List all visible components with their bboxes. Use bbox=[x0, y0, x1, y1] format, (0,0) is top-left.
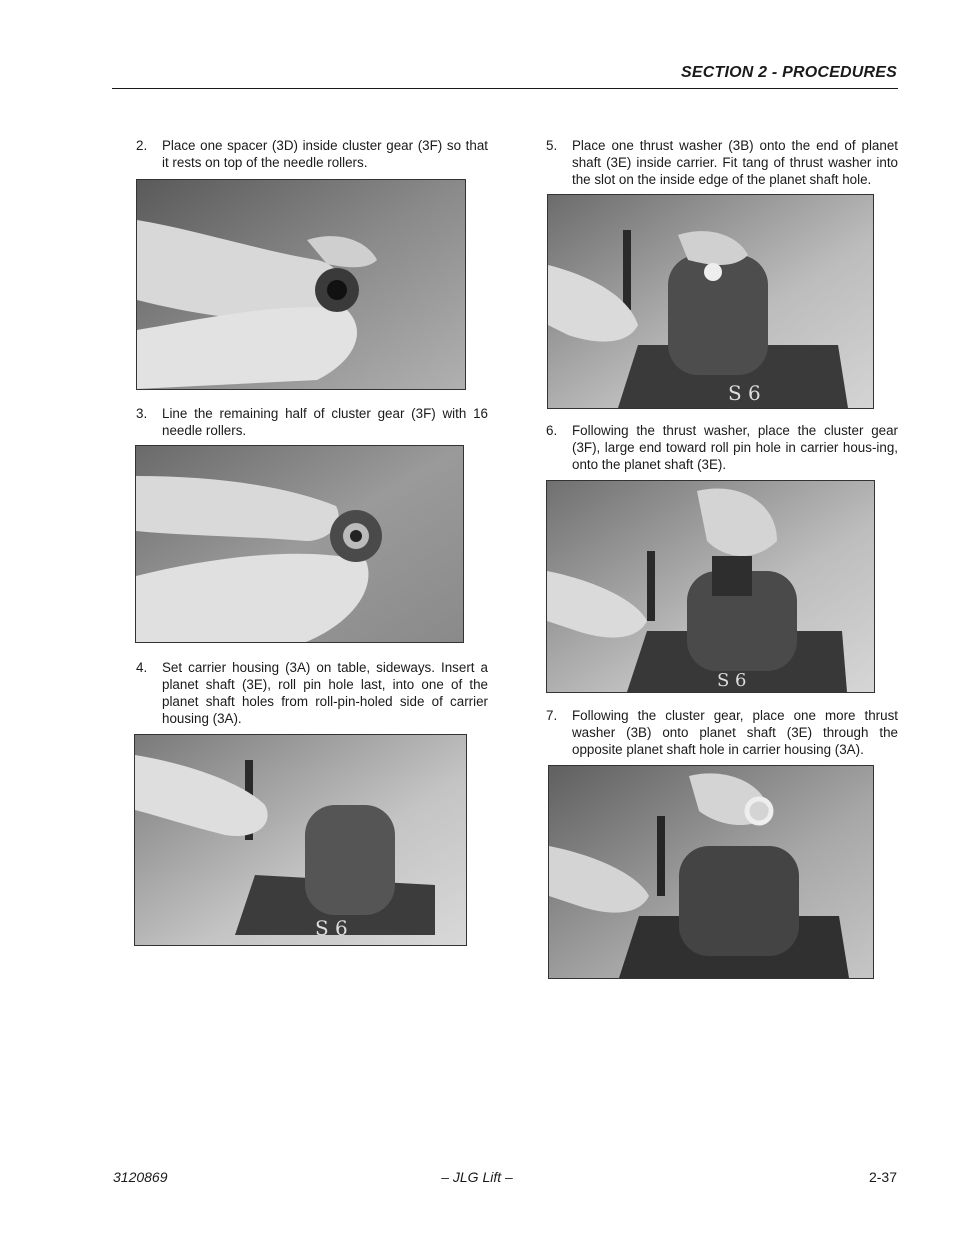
svg-text:S 6: S 6 bbox=[717, 670, 747, 691]
photo-spacer-in-cluster-gear bbox=[136, 179, 466, 390]
step-text: Following the cluster gear, place one more thrust washer (3B) onto planet shaft (3E) through the opposite planet shaft hole in carrier housing (3A). bbox=[572, 708, 898, 757]
svg-text:S 6: S 6 bbox=[728, 381, 761, 405]
step-text: Place one thrust washer (3B) onto the end of planet shaft (3E) inside carrier. Fit tang of thrust washer into the slot on the inside edge of the planet shaft hole. bbox=[572, 138, 898, 187]
step-text: Line the remaining half of cluster gear (3F) with 16 needle rollers. bbox=[162, 406, 488, 438]
svg-text:S 6: S 6 bbox=[315, 916, 348, 940]
step-number: 6. bbox=[546, 423, 558, 438]
step-2 bbox=[136, 137, 488, 173]
step-number: 3. bbox=[136, 406, 148, 421]
footer-brand: – JLG Lift – bbox=[441, 1169, 513, 1185]
photo-carrier-housing-planet-shaft bbox=[134, 734, 467, 946]
document-number: 3120869 bbox=[113, 1169, 168, 1185]
step-number: 5. bbox=[546, 138, 558, 153]
step-5 bbox=[546, 137, 898, 190]
step-6 bbox=[546, 422, 898, 475]
step-3 bbox=[136, 405, 488, 441]
step-number: 4. bbox=[136, 660, 148, 675]
page-number: 2-37 bbox=[868, 1169, 897, 1185]
step-text: Following the thrust washer, place the cluster gear (3F), large end toward roll pin hole in carrier hous-ing, onto the planet shaft (3E). bbox=[572, 423, 898, 472]
header-divider bbox=[112, 88, 898, 89]
step-number: 7. bbox=[546, 708, 558, 723]
step-7 bbox=[546, 707, 898, 760]
photo-second-thrust-washer bbox=[548, 765, 874, 979]
step-text: Set carrier housing (3A) on table, sideways. Insert a planet shaft (3E), roll pin hole last, into one of the planet shaft holes from roll-pin-holed side of carrier housing (3A). bbox=[162, 660, 488, 726]
step-number: 2. bbox=[136, 138, 148, 153]
photo-thrust-washer-planet-shaft bbox=[547, 194, 874, 409]
step-text: Place one spacer (3D) inside cluster gear (3F) so that it rests on top of the needle rollers. bbox=[162, 138, 488, 170]
section-title: SECTION 2 - PROCEDURES bbox=[681, 64, 897, 81]
photo-needle-rollers-cluster-gear bbox=[135, 445, 464, 643]
step-4 bbox=[136, 659, 488, 729]
photo-cluster-gear-on-planet-shaft bbox=[546, 480, 875, 693]
